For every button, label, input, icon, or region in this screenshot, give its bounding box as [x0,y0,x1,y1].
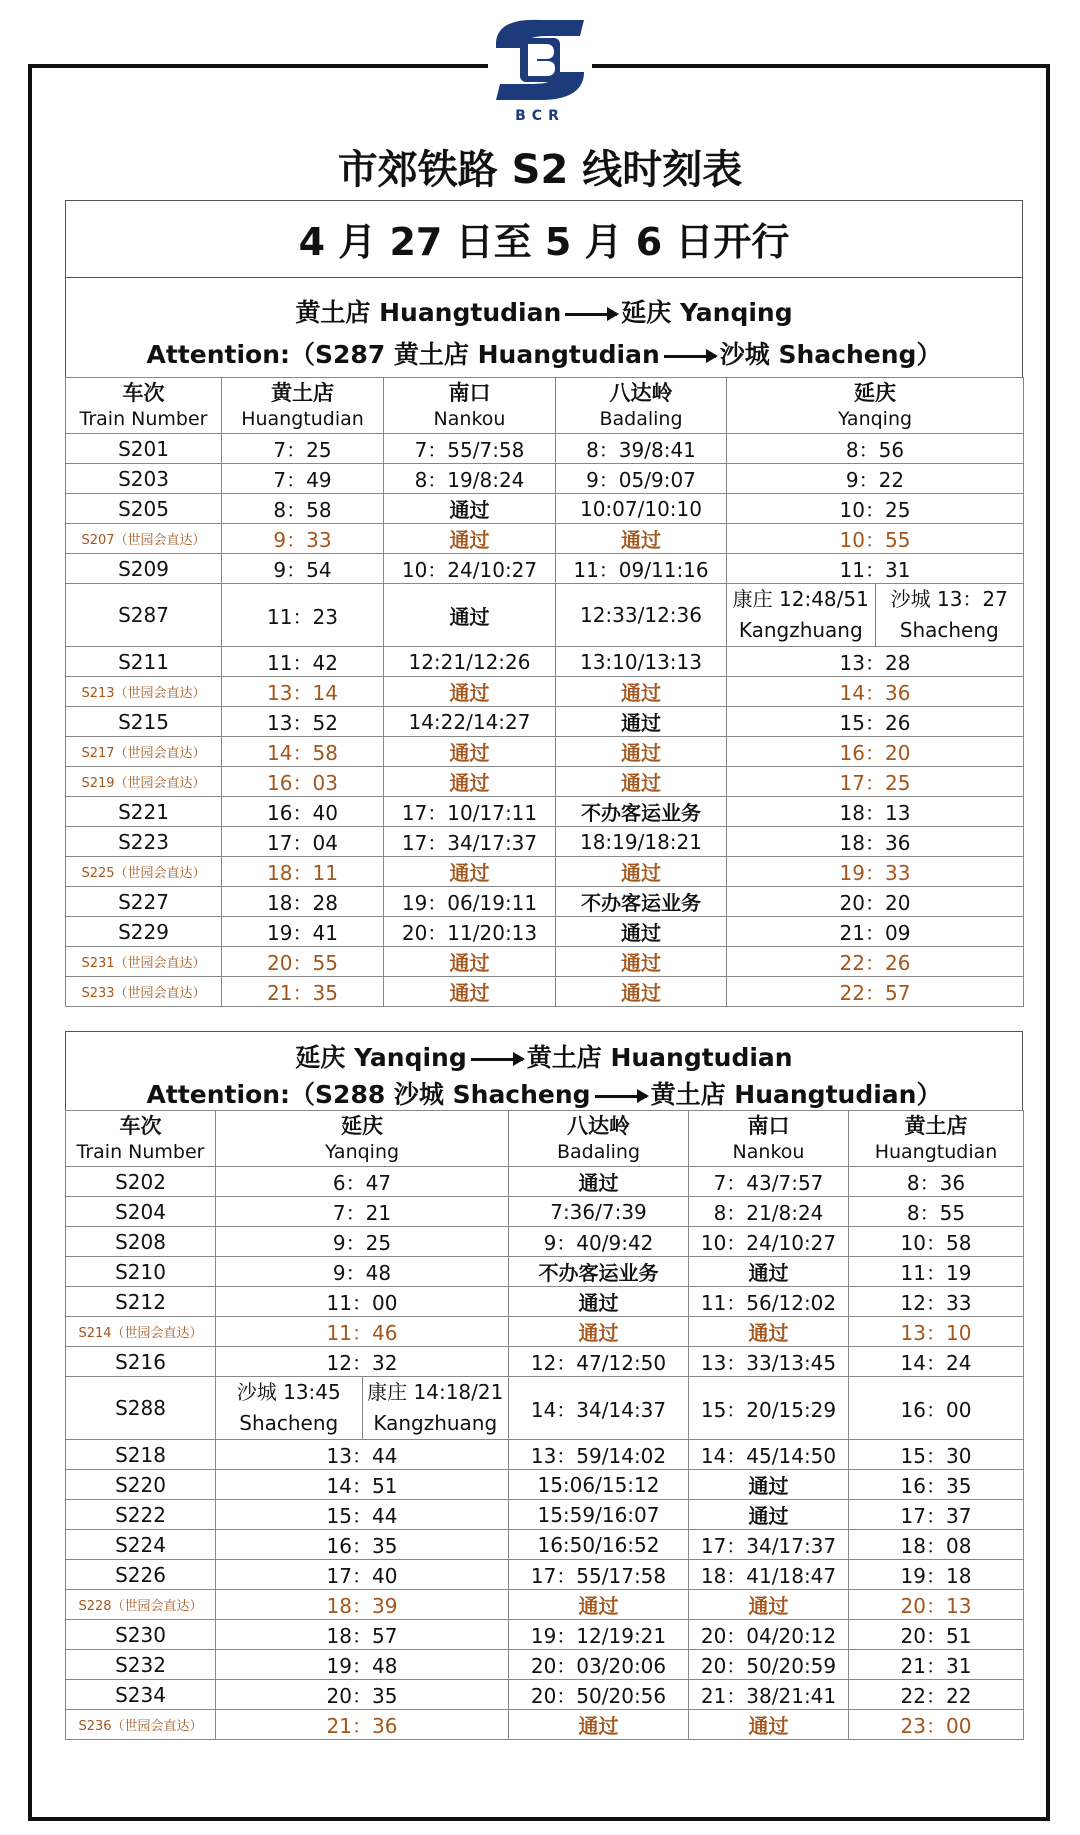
time-cell: 19：41 [222,917,384,947]
time-cell: 15：20/15:29 [689,1377,849,1440]
train-number: S217（世园会直达） [66,737,222,767]
train-number: S233（世园会直达） [66,977,222,1007]
time-cell: 通过 [384,767,556,797]
train-number: S201 [66,434,222,464]
time-cell: 通过 [384,524,556,554]
time-cell: 7：25 [222,434,384,464]
time-cell: 20：55 [222,947,384,977]
time-cell: 22：26 [727,947,1024,977]
time-cell: 20：03/20:06 [509,1650,689,1680]
train-number: S236（世园会直达） [66,1710,216,1740]
time-cell: 8：21/8:24 [689,1197,849,1227]
time-cell: 12：32 [216,1347,509,1377]
time-cell: 11：00 [216,1287,509,1317]
table-row [66,767,1024,797]
time-cell: 16：40 [222,797,384,827]
time-cell: 17：04 [222,827,384,857]
bcr-logo-icon [488,12,592,108]
train-number: S213（世园会直达） [66,677,222,707]
time-cell: 18：41/18:47 [689,1560,849,1590]
column-header: 八达岭 Badaling [556,378,727,434]
train-number: S227 [66,887,222,917]
time-cell: 17：34/17:37 [689,1530,849,1560]
time-cell: 15：30 [849,1440,1024,1470]
time-cell: 通过 [556,677,727,707]
table-row [66,1500,1024,1530]
time-cell: 通过 [689,1317,849,1347]
table-row [66,1530,1024,1560]
time-cell: 不办客运业务 [509,1257,689,1287]
time-cell: 14：36 [727,677,1024,707]
time-cell: 18：11 [222,857,384,887]
time-cell: 10:07/10:10 [556,494,727,524]
column-header: 黄土店 Huangtudian [849,1111,1024,1167]
time-cell: 18：28 [222,887,384,917]
time-cell: 通过 [556,947,727,977]
time-cell: 8：19/8:24 [384,464,556,494]
train-number: S205 [66,494,222,524]
table-row [66,1710,1024,1740]
direction-to: 延庆 Yanqing [621,298,793,327]
timetable-outbound [65,377,1024,1007]
column-header: 车次 Train Number [66,1111,216,1167]
time-cell: 7：43/7:57 [689,1167,849,1197]
table-row [66,737,1024,767]
time-cell: 17：10/17:11 [384,797,556,827]
table-row [66,857,1024,887]
table-row [66,797,1024,827]
time-cell: 21：36 [216,1710,509,1740]
time-cell: 20：50/20:59 [689,1650,849,1680]
train-number: S223 [66,827,222,857]
table-row [66,677,1024,707]
time-cell: 10：25 [727,494,1024,524]
time-cell: 9：22 [727,464,1024,494]
time-cell: 11：23 [222,584,384,647]
time-cell: 16:50/16:52 [509,1530,689,1560]
split-stop-cell [727,584,1024,647]
train-number: S214（世园会直达） [66,1317,216,1347]
time-cell: 10：55 [727,524,1024,554]
time-cell: 8：55 [849,1197,1024,1227]
time-cell: 18：36 [727,827,1024,857]
table-row [66,1197,1024,1227]
table-row [66,1257,1024,1287]
table-row [66,647,1024,677]
section2-header [65,1031,1023,1111]
time-cell: 通过 [384,947,556,977]
column-header: 延庆 Yanqing [216,1111,509,1167]
train-number: S202 [66,1167,216,1197]
time-cell: 21：35 [222,977,384,1007]
table-row [66,917,1024,947]
time-cell: 10：24/10:27 [384,554,556,584]
time-cell: 通过 [384,737,556,767]
time-cell: 通过 [509,1287,689,1317]
train-number: S228（世园会直达） [66,1590,216,1620]
train-number: S203 [66,464,222,494]
time-cell: 20：20 [727,887,1024,917]
table-row [66,494,1024,524]
time-cell: 11：46 [216,1317,509,1347]
time-cell: 通过 [509,1590,689,1620]
time-cell: 8：58 [222,494,384,524]
time-cell: 7：55/7:58 [384,434,556,464]
table-row [66,1167,1024,1197]
train-number: S231（世园会直达） [66,947,222,977]
time-cell: 15：26 [727,707,1024,737]
time-cell: 21：09 [727,917,1024,947]
time-cell: 16：35 [849,1470,1024,1500]
table-row [66,1317,1024,1347]
train-number: S209 [66,554,222,584]
time-cell: 不办客运业务 [556,797,727,827]
time-cell: 14：24 [849,1347,1024,1377]
attention-suffix: 黄土店 Huangtudian） [650,1080,942,1109]
train-number: S221 [66,797,222,827]
table-row [66,707,1024,737]
train-number: S219（世园会直达） [66,767,222,797]
time-cell: 16：35 [216,1530,509,1560]
direction-from: 延庆 Yanqing [295,1043,467,1072]
time-cell: 通过 [556,707,727,737]
time-cell: 13：10 [849,1317,1024,1347]
table-row [66,584,1024,647]
time-cell: 通过 [689,1710,849,1740]
train-number: S212 [66,1287,216,1317]
time-cell: 通过 [689,1470,849,1500]
column-header: 南口 Nankou [689,1111,849,1167]
arrow-right-icon [664,355,716,358]
time-cell: 通过 [384,857,556,887]
section2-direction [66,1038,1022,1074]
time-cell: 13：14 [222,677,384,707]
time-cell: 20：50/20:56 [509,1680,689,1710]
time-cell: 13：52 [222,707,384,737]
table-row [66,1440,1024,1470]
time-cell: 22：22 [849,1680,1024,1710]
time-cell: 16：20 [727,737,1024,767]
table-row [66,1347,1024,1377]
timetable-inbound [65,1110,1024,1740]
train-number: S234 [66,1680,216,1710]
date-range-subtitle: 4 月 27 日至 5 月 6 日开行 [298,220,790,264]
time-cell: 8：56 [727,434,1024,464]
time-cell: 20：35 [216,1680,509,1710]
time-cell: 通过 [689,1257,849,1287]
train-number: S230 [66,1620,216,1650]
time-cell: 8：39/8:41 [556,434,727,464]
time-cell: 13:10/13:13 [556,647,727,677]
time-cell: 20：04/20:12 [689,1620,849,1650]
time-cell: 17：34/17:37 [384,827,556,857]
time-cell: 19：12/19:21 [509,1620,689,1650]
train-number: S288 [66,1377,216,1440]
train-number: S218 [66,1440,216,1470]
time-cell: 通过 [556,767,727,797]
train-number: S225（世园会直达） [66,857,222,887]
header-row [66,1111,1024,1167]
time-cell: 7：21 [216,1197,509,1227]
table-row [66,464,1024,494]
time-cell: 11：56/12:02 [689,1287,849,1317]
train-number: S204 [66,1197,216,1227]
table-row [66,887,1024,917]
table-row [66,947,1024,977]
time-cell: 15:59/16:07 [509,1500,689,1530]
time-cell: 通过 [509,1317,689,1347]
time-cell: 19：48 [216,1650,509,1680]
time-cell: 7：49 [222,464,384,494]
time-cell: 通过 [556,977,727,1007]
time-cell: 通过 [556,917,727,947]
section1-attention [66,335,1022,371]
time-cell: 23：00 [849,1710,1024,1740]
split-stop-cell [216,1377,509,1440]
table-row [66,1287,1024,1317]
time-cell: 9：54 [222,554,384,584]
time-cell: 不办客运业务 [556,887,727,917]
time-cell: 通过 [509,1167,689,1197]
time-cell: 20：51 [849,1620,1024,1650]
time-cell: 通过 [509,1710,689,1740]
time-cell: 17：37 [849,1500,1024,1530]
time-cell: 19：06/19:11 [384,887,556,917]
table-row [66,524,1024,554]
arrow-right-icon [595,1095,647,1098]
time-cell: 7:36/7:39 [509,1197,689,1227]
time-cell: 通过 [556,857,727,887]
time-cell: 20：11/20:13 [384,917,556,947]
table-row [66,1620,1024,1650]
time-cell: 8：36 [849,1167,1024,1197]
time-cell: 通过 [384,677,556,707]
bcr-logo [488,12,592,124]
attention-prefix: Attention:（S288 沙城 Shacheng [146,1080,591,1109]
train-number: S208 [66,1227,216,1257]
logo-text: BCR [515,108,565,124]
train-number: S229 [66,917,222,947]
split-stop: 沙城 13：27 Shacheng [875,584,1023,646]
column-header: 车次 Train Number [66,378,222,434]
time-cell: 10：24/10:27 [689,1227,849,1257]
time-cell: 通过 [384,584,556,647]
train-number: S215 [66,707,222,737]
table-row [66,1227,1024,1257]
time-cell: 通过 [689,1590,849,1620]
table-row [66,1650,1024,1680]
time-cell: 9：05/9:07 [556,464,727,494]
time-cell: 15:06/15:12 [509,1470,689,1500]
time-cell: 14：34/14:37 [509,1377,689,1440]
train-number: S210 [66,1257,216,1287]
table-row [66,1377,1024,1440]
time-cell: 10：58 [849,1227,1024,1257]
column-header: 八达岭 Badaling [509,1111,689,1167]
time-cell: 11：09/11:16 [556,554,727,584]
time-cell: 19：33 [727,857,1024,887]
time-cell: 6：47 [216,1167,509,1197]
time-cell: 9：40/9:42 [509,1227,689,1257]
time-cell: 18:19/18:21 [556,827,727,857]
train-number: S211 [66,647,222,677]
section1-direction [66,293,1022,329]
time-cell: 通过 [556,737,727,767]
time-cell: 21：38/21:41 [689,1680,849,1710]
time-cell: 11：19 [849,1257,1024,1287]
direction-to: 黄土店 Huangtudian [526,1043,793,1072]
time-cell: 14:22/14:27 [384,707,556,737]
page-title: 市郊铁路 S2 线时刻表 [337,147,743,193]
train-number: S287 [66,584,222,647]
attention-prefix: Attention:（S287 黄土店 Huangtudian [146,340,660,369]
train-number: S226 [66,1560,216,1590]
time-cell: 12：33 [849,1287,1024,1317]
time-cell: 19：18 [849,1560,1024,1590]
table-row [66,1470,1024,1500]
time-cell: 16：03 [222,767,384,797]
time-cell: 18：39 [216,1590,509,1620]
time-cell: 9：33 [222,524,384,554]
time-cell: 17：40 [216,1560,509,1590]
column-header: 黄土店 Huangtudian [222,378,384,434]
train-number: S207（世园会直达） [66,524,222,554]
time-cell: 13：44 [216,1440,509,1470]
train-number: S224 [66,1530,216,1560]
header-row [66,378,1024,434]
time-cell: 9：48 [216,1257,509,1287]
train-number: S216 [66,1347,216,1377]
time-cell: 18：13 [727,797,1024,827]
time-cell: 14：58 [222,737,384,767]
table-row [66,434,1024,464]
table-row [66,1560,1024,1590]
time-cell: 14：45/14:50 [689,1440,849,1470]
column-header: 南口 Nankou [384,378,556,434]
time-cell: 9：25 [216,1227,509,1257]
time-cell: 13：33/13:45 [689,1347,849,1377]
time-cell: 20：13 [849,1590,1024,1620]
time-cell: 17：55/17:58 [509,1560,689,1590]
time-cell: 通过 [384,494,556,524]
time-cell: 11：42 [222,647,384,677]
time-cell: 12：47/12:50 [509,1347,689,1377]
time-cell: 通过 [689,1500,849,1530]
time-cell: 通过 [384,977,556,1007]
time-cell: 18：57 [216,1620,509,1650]
table-row [66,554,1024,584]
table-row [66,1680,1024,1710]
train-number: S232 [66,1650,216,1680]
train-number: S220 [66,1470,216,1500]
time-cell: 12:21/12:26 [384,647,556,677]
split-stop: 康庄 12:48/51 Kangzhuang [732,587,869,642]
time-cell: 11：31 [727,554,1024,584]
arrow-right-icon [565,313,617,316]
time-cell: 通过 [556,524,727,554]
split-stop: 沙城 13:45 Shacheng [236,1380,341,1435]
time-cell: 16：00 [849,1377,1024,1440]
section1-header [65,200,1023,378]
train-number: S222 [66,1500,216,1530]
table-row [66,827,1024,857]
attention-suffix: 沙城 Shacheng） [719,340,942,369]
section2-attention [66,1075,1022,1111]
time-cell: 18：08 [849,1530,1024,1560]
direction-from: 黄土店 Huangtudian [295,298,562,327]
table-row [66,977,1024,1007]
time-cell: 22：57 [727,977,1024,1007]
time-cell: 15：44 [216,1500,509,1530]
table-row [66,1590,1024,1620]
time-cell: 14：51 [216,1470,509,1500]
time-cell: 17：25 [727,767,1024,797]
time-cell: 13：28 [727,647,1024,677]
arrow-right-icon [471,1058,523,1061]
split-stop: 康庄 14:18/21 Kangzhuang [362,1377,508,1439]
column-header: 延庆 Yanqing [727,378,1024,434]
time-cell: 21：31 [849,1650,1024,1680]
time-cell: 12:33/12:36 [556,584,727,647]
time-cell: 13：59/14:02 [509,1440,689,1470]
